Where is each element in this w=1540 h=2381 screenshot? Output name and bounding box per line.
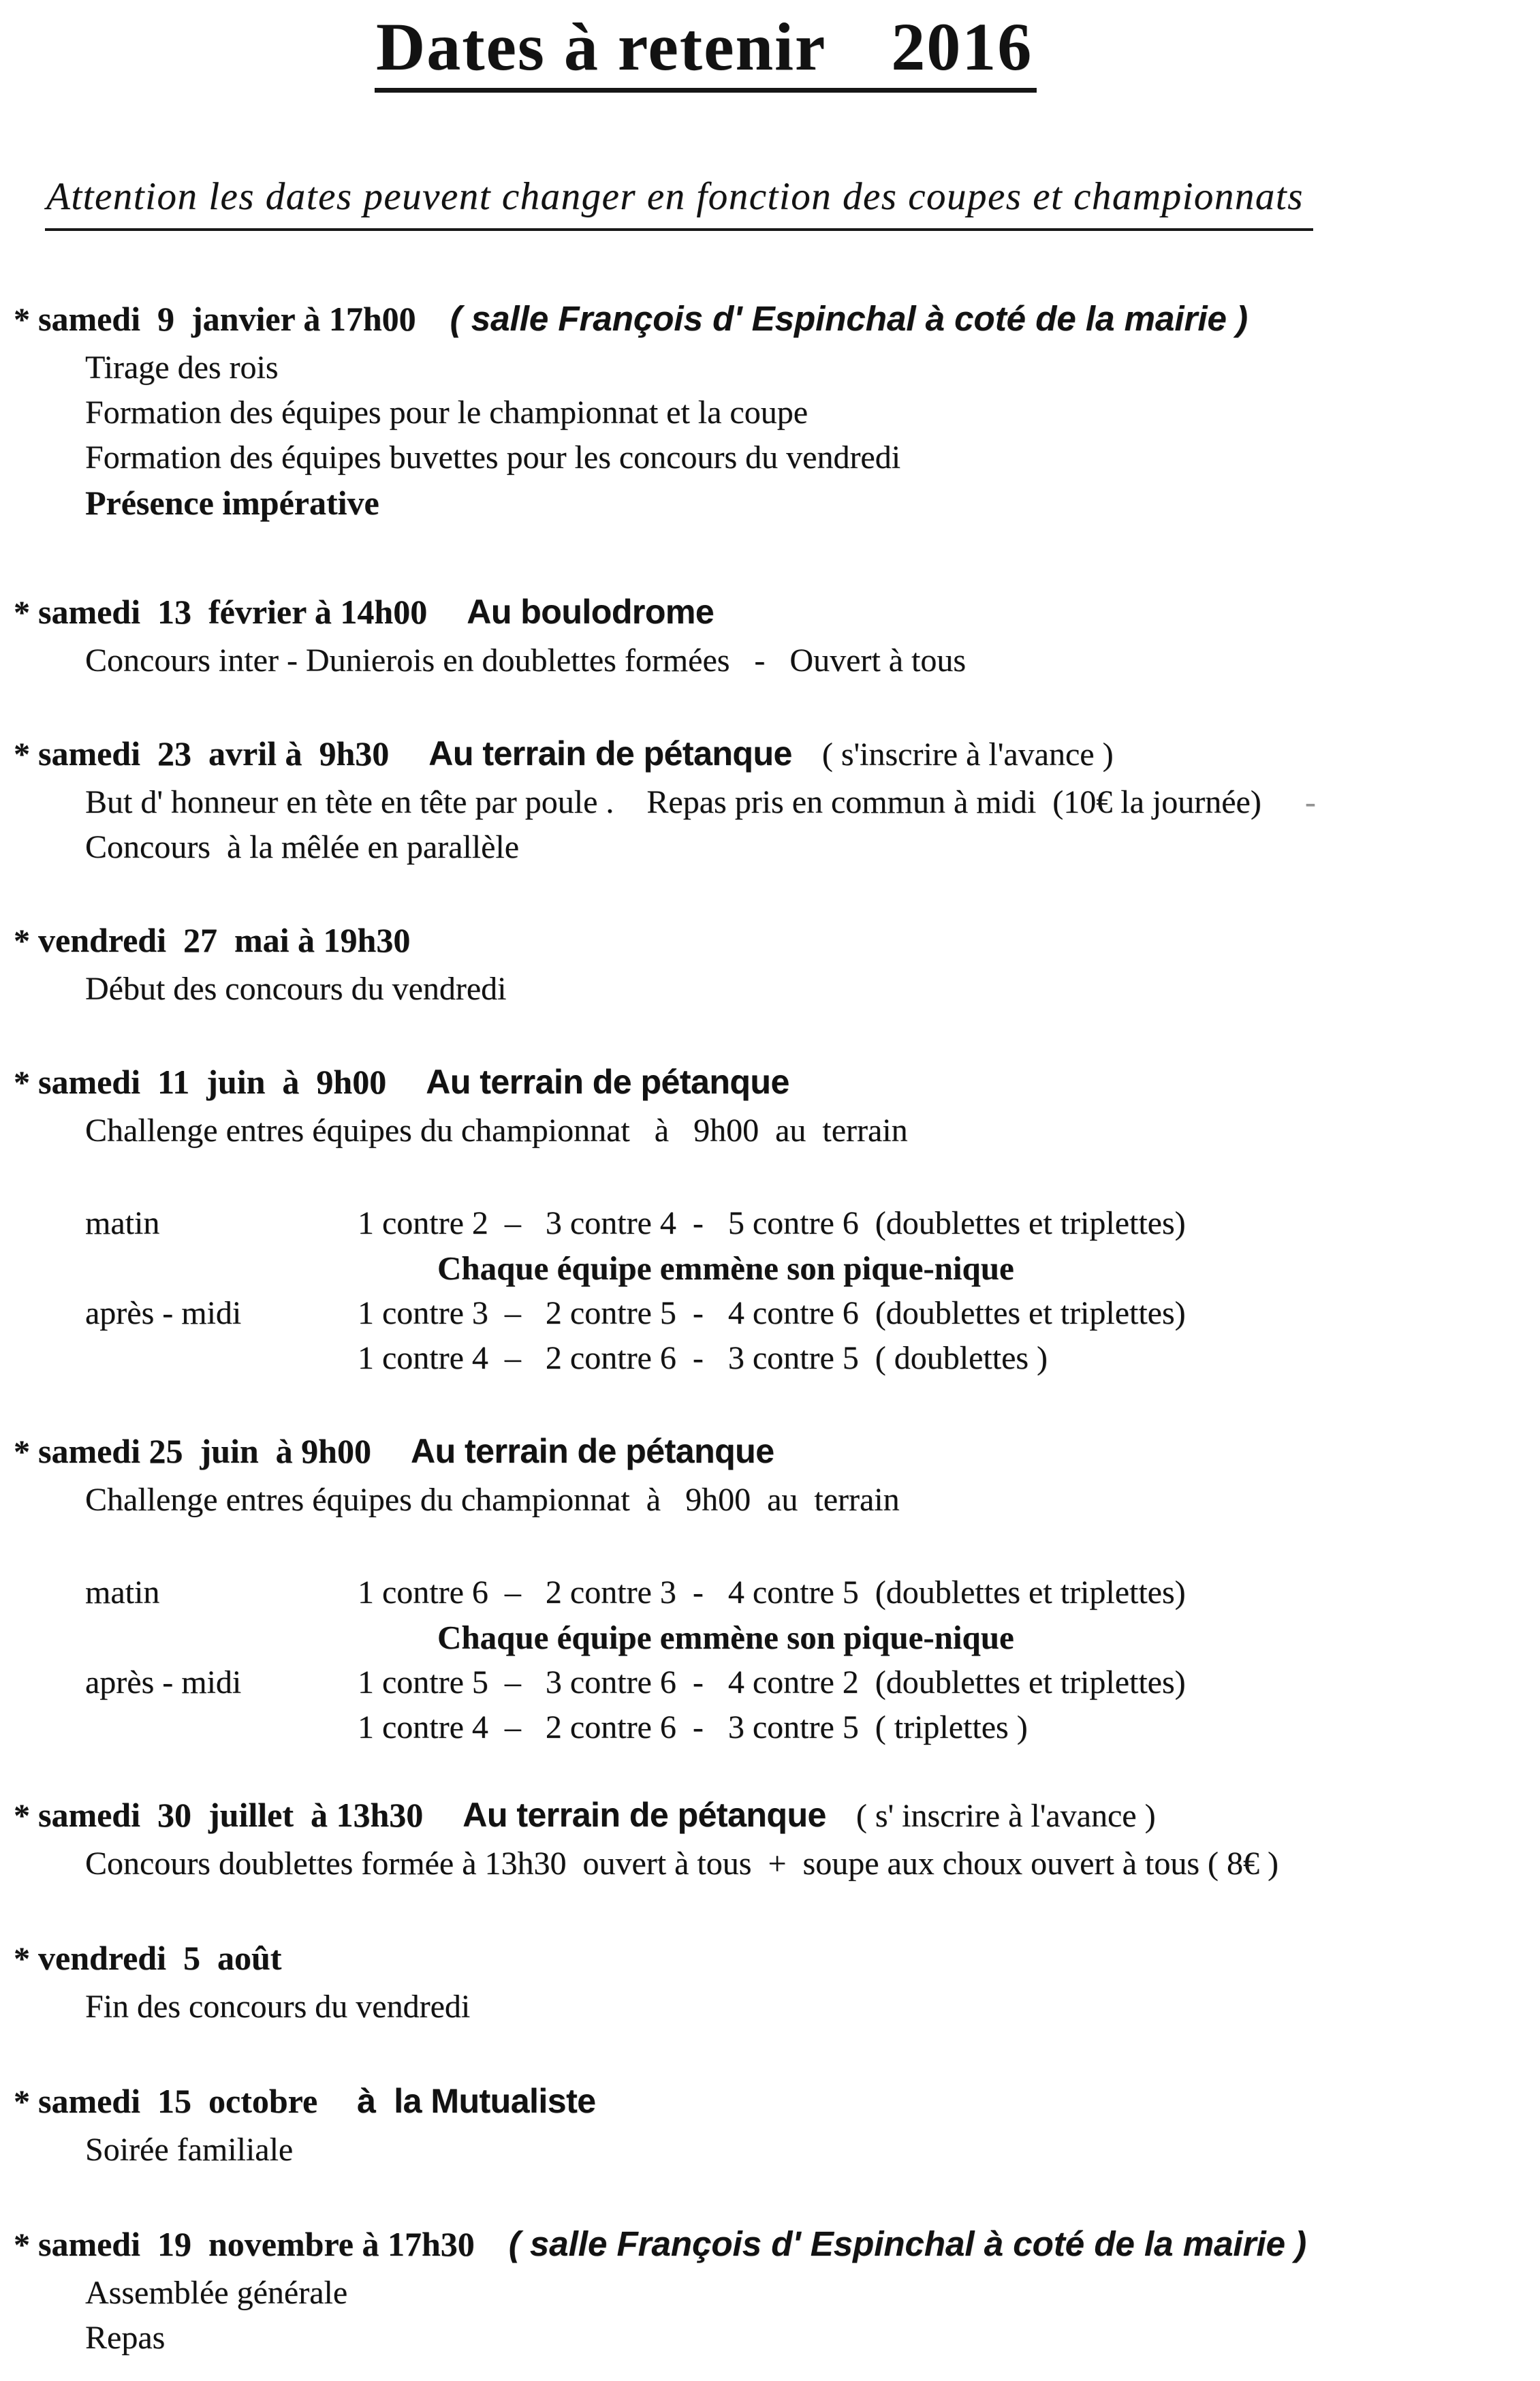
- event-entry: [14, 915, 1524, 1012]
- event-heading: [14, 2219, 1524, 2271]
- event-date: samedi 9 janvier à 17h00: [38, 299, 416, 338]
- event-date: vendredi 5 août: [38, 1938, 282, 1977]
- picnic-note: Chaque équipe emmène son pique-nique: [437, 1249, 1014, 1287]
- event-heading: [14, 1790, 1524, 1841]
- match-row: [14, 1570, 1524, 1615]
- event-venue: Au terrain de pétanque: [410, 1431, 774, 1470]
- event-date: samedi 15 octobre: [38, 2081, 318, 2120]
- event-line: Assemblée générale: [85, 2274, 348, 2311]
- event-line: Formation des équipes buvettes pour les concours du vendredi: [85, 439, 901, 476]
- match-row: [14, 1660, 1524, 1705]
- event-heading: [14, 915, 1524, 967]
- event-entry: [14, 2076, 1524, 2173]
- event-entry: [14, 2219, 1524, 2361]
- event-line: Concours inter - Dunierois en doublettes formées - Ouvert à tous: [85, 642, 967, 679]
- event-date: samedi 23 avril à 9h30: [38, 734, 390, 773]
- notice-line: Attention les dates peuvent changer en fonction des coupes et championnats: [46, 175, 1304, 218]
- event-bullet: *: [14, 1064, 30, 1101]
- scan-artifact-dash: -: [1304, 783, 1316, 820]
- event-heading: [14, 1933, 1524, 1985]
- event-bullet: *: [14, 1797, 30, 1834]
- event-emphasis: Présence impérative: [85, 483, 379, 522]
- event-line: Formation des équipes pour le championnat et la coupe: [85, 394, 808, 431]
- event-line: Concours à la mêlée en parallèle: [85, 828, 520, 865]
- event-entry: [14, 728, 1524, 870]
- event-note: ( salle François d' Espinchal à coté de la mairie ): [508, 2224, 1307, 2263]
- event-date: samedi 19 novembre à 17h30: [38, 2224, 475, 2263]
- event-venue: Au boulodrome: [467, 592, 714, 631]
- event-line: Tirage des rois: [85, 349, 279, 386]
- match-label: [85, 1336, 358, 1381]
- match-row: [14, 1336, 1524, 1381]
- event-date: vendredi 27 mai à 19h30: [38, 920, 411, 959]
- event-line: Challenge entres équipes du championnat à 9h00 au terrain: [85, 1112, 908, 1149]
- event-bullet: *: [14, 594, 30, 631]
- event-entry: [14, 1426, 1524, 1750]
- event-entry: [14, 1790, 1524, 1886]
- match-row: [14, 1201, 1524, 1246]
- event-line: Soirée familiale: [85, 2131, 294, 2168]
- event-venue: Au terrain de pétanque: [462, 1795, 826, 1834]
- event-bullet: *: [14, 1433, 30, 1470]
- event-bullet: *: [14, 2083, 30, 2120]
- document-title: [375, 11, 1037, 93]
- event-bullet: *: [14, 2226, 30, 2263]
- event-note: ( salle François d' Espinchal à coté de la mairie ): [450, 298, 1248, 338]
- match-text: 1 contre 4 – 2 contre 6 - 3 contre 5 ( triplettes ): [358, 1709, 1028, 1745]
- event-date: samedi 25 juin à 9h00: [38, 1431, 371, 1470]
- match-text: 1 contre 2 – 3 contre 4 - 5 contre 6 (doublettes et triplettes): [358, 1204, 1186, 1241]
- notice-banner: [45, 176, 1313, 231]
- match-text: 1 contre 4 – 2 contre 6 - 3 contre 5 ( doublettes ): [358, 1339, 1048, 1376]
- event-date: samedi 11 juin à 9h00: [38, 1062, 387, 1101]
- event-line: Fin des concours du vendredi: [85, 1988, 471, 2025]
- match-label: après - midi: [85, 1664, 242, 1700]
- event-heading: [14, 728, 1524, 780]
- match-row: [14, 1291, 1524, 1336]
- event-line-text: But d' honneur en tète en tête par poule . Repas pris en commun à midi (10€ la journée): [85, 783, 1261, 820]
- event-entry: [14, 294, 1524, 525]
- event-bullet: *: [14, 922, 30, 959]
- picnic-note: Chaque équipe emmène son pique-nique: [437, 1618, 1014, 1656]
- event-line: Challenge entres équipes du championnat à 9h00 au terrain: [85, 1481, 900, 1518]
- event-entry: [14, 587, 1524, 683]
- match-label: [85, 1705, 358, 1750]
- match-text: 1 contre 6 – 2 contre 3 - 4 contre 5 (doublettes et triplettes): [358, 1574, 1186, 1610]
- match-text: 1 contre 5 – 3 contre 6 - 4 contre 2 (doublettes et triplettes): [358, 1664, 1186, 1700]
- event-line: [14, 780, 1524, 825]
- event-bullet: *: [14, 301, 30, 338]
- event-line: Début des concours du vendredi: [85, 970, 507, 1007]
- event-entry: [14, 1057, 1524, 1381]
- event-line: Concours doublettes formée à 13h30 ouvert à tous + soupe aux choux ouvert à tous ( 8€ ): [85, 1845, 1279, 1882]
- event-venue: à la Mutualiste: [357, 2081, 596, 2120]
- event-heading: [14, 1426, 1524, 1478]
- event-date: samedi 13 février à 14h00: [38, 592, 428, 631]
- event-entry: [14, 1933, 1524, 2029]
- match-text: 1 contre 3 – 2 contre 5 - 4 contre 6 (doublettes et triplettes): [358, 1294, 1186, 1331]
- match-label: matin: [85, 1574, 160, 1610]
- event-heading: [14, 294, 1524, 345]
- event-heading: [14, 1057, 1524, 1108]
- event-heading: [14, 587, 1524, 638]
- page-title: Dates à retenir: [376, 9, 827, 84]
- event-bullet: *: [14, 736, 30, 773]
- match-label: matin: [85, 1204, 160, 1241]
- title-year: 2016: [891, 9, 1033, 84]
- event-heading: [14, 2076, 1524, 2128]
- event-line: Repas: [85, 2319, 166, 2356]
- event-venue: Au terrain de pétanque: [428, 734, 792, 773]
- event-bullet: *: [14, 1940, 30, 1977]
- event-note: ( s'inscrire à l'avance ): [821, 736, 1114, 773]
- event-note: ( s' inscrire à l'avance ): [855, 1797, 1156, 1834]
- match-label: après - midi: [85, 1294, 242, 1331]
- event-venue: Au terrain de pétanque: [426, 1062, 789, 1101]
- match-row: [14, 1705, 1524, 1750]
- event-date: samedi 30 juillet à 13h30: [38, 1795, 424, 1834]
